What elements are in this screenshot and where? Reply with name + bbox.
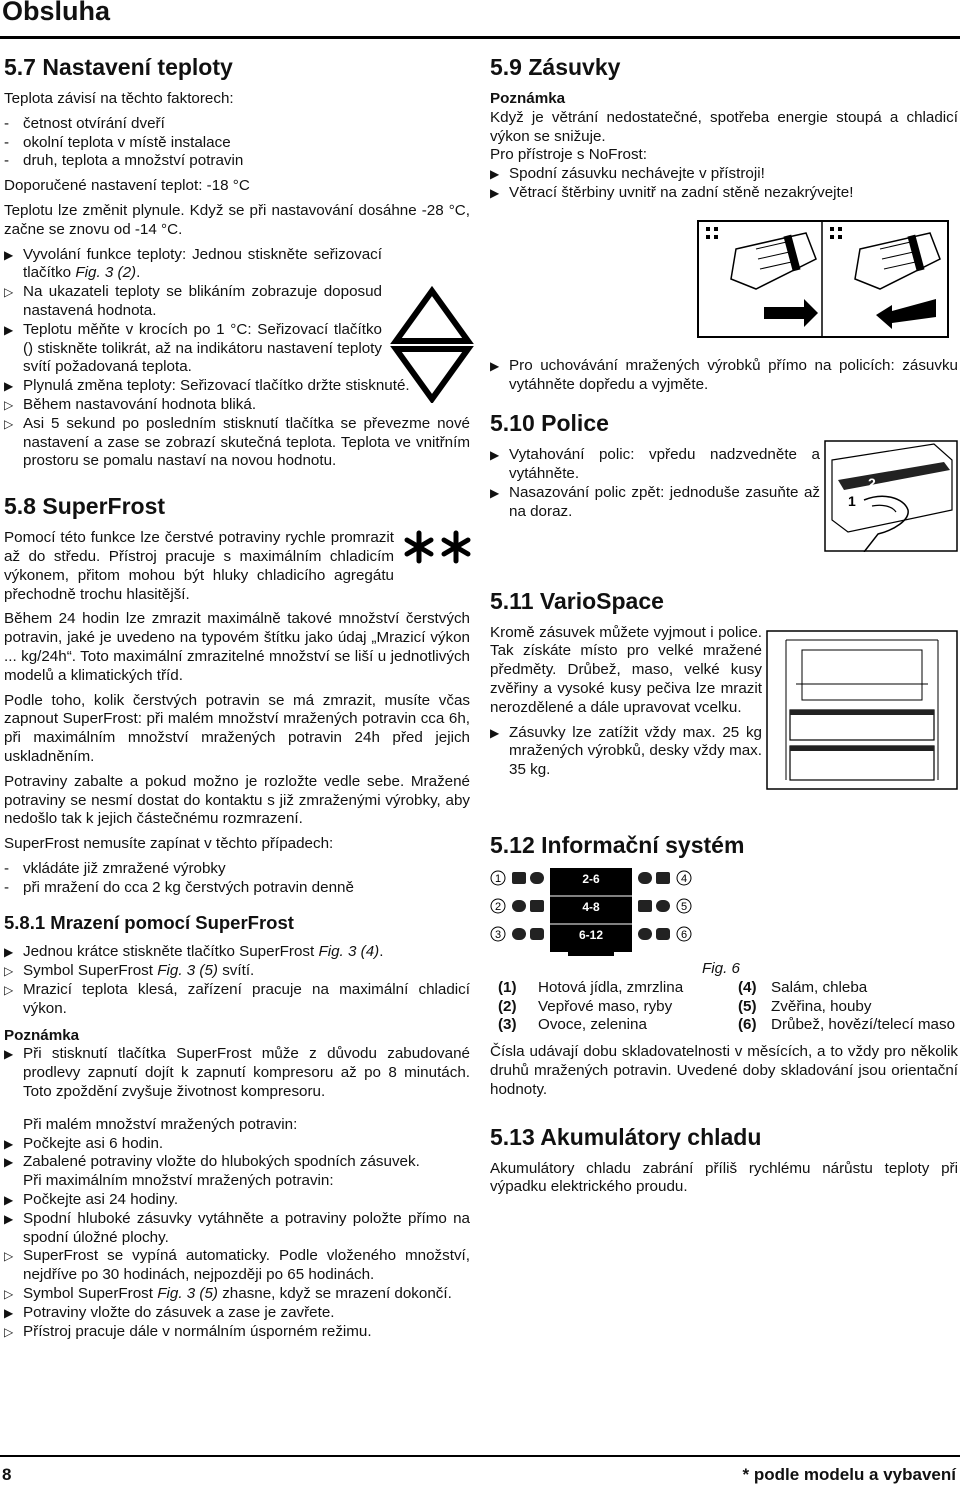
superfrost-intro: Pomocí této funkce lze čerstvé potraviny rychle promrazit až do středu. Přístroj pracuje s maximálním chladicím výkonem, přitom mohou být hluky chladicího agregátu přechodně trochu hlasitější. [4,529,394,603]
food-legend [498,979,958,1035]
step-item: ▶ Spodní hluboké zásuvky vytáhněte a potraviny položte přímo na spodní úložné plochy. [4,1209,470,1246]
step-item: ▶ Teplotu měňte v krocích po 1 °C: Seřizovací tlačítko () stiskněte tolikrát, až na indikátoru nastavení teploty svítí požadovaná teplota. [4,320,382,376]
case-item: - při mražení do cca 2 kg čerstvých potravin denně [4,878,354,896]
result-item: ▷ Asi 5 sekund po posledním stisknutí tlačítka se převezme nové nastavení a zase se zobrazí skutečná teplota. Teplota ve vnitřním prostoru se pomalu nastaví na novou hodnotu. [4,414,470,470]
result-item: ▷ Mrazicí teplota klesá, zařízení pracuje na maximální chladicí výkon. [4,981,470,1017]
note-text: Když je větrání nedostatečné, spotřeba energie stoupá a chladicí výkon se snižuje. [490,108,958,145]
step-item: ▶ Počkejte asi 6 hodin. [4,1134,164,1152]
food-number-1: 1 [494,872,502,885]
step-item: ▶ Větrací štěrbiny uvnitř na zadní stěně nezakrývejte! [490,183,854,201]
legend-text: Ovoce, zelenina [538,1016,647,1034]
result-item: ▷ Na ukazateli teploty se blikáním zobrazuje doposud nastavená hodnota. [4,283,382,319]
legend-number: (5) [738,997,757,1015]
legend-number: (3) [498,1016,517,1034]
drawer-removal-figure [696,219,950,339]
info-system-figure [490,868,700,958]
result-item: ▷ Během nastavování hodnota bliká. [4,395,257,413]
factor-item: - četnost otvírání dveří [4,114,165,132]
section-5-11-heading: 5.11 VarioSpace [490,587,664,614]
shelf-label-1: 1 [848,493,856,510]
legend-number: (4) [738,978,757,996]
note-label: Poznámka [4,1026,80,1044]
food-number-2: 2 [494,900,502,913]
superfrost-p4: Potraviny zabalte a pokud možno je rozložte vedle sebe. Mražené potraviny se nesmí dostat do kontaktu s již zmraženými výrobky, aby nedošlo tak k jejich částečnému rozmrazení. [4,772,470,828]
footnote: * podle modelu a vybavení [742,1465,956,1484]
section-5-8-heading: 5.8 SuperFrost [4,493,166,520]
step-item: ▶ Vytahování polic: vpředu nadzvedněte a vytáhněte. [490,446,820,483]
step-item: ▶ Potraviny vložte do zásuvek a zase je zavřete. [4,1303,335,1321]
section-5-13-heading: 5.13 Akumulátory chladu [490,1123,762,1150]
months-label-1: 2-6 [582,871,600,886]
food-number-6: 6 [680,928,688,941]
left-column [4,52,470,1341]
superfrost-p3: Podle toho, kolik čerstvých potravin se má zmrazit, musíte včas zapnout SuperFrost: při malém množství mražených potravin cca 6h, při maximálním množství mražených potravin 24h před jejich uskladněním. [4,691,470,765]
legend-number: (6) [738,1016,757,1034]
factor-item: - druh, teplota a množství potravin [4,152,244,170]
section-5-8-1-heading: 5.8.1 Mrazení pomocí SuperFrost [4,912,294,934]
section-5-7-heading: 5.7 Nastavení teploty [4,54,233,80]
legend-text: Salám, chleba [771,978,868,996]
factors-intro: Teplota závisí na těchto faktorech: [4,90,234,107]
small-amount-label: Při malém množství mražených potravin: [23,1115,298,1133]
change-text: Teplotu lze změnit plynule. Když se při nastavování dosáhne -28 °C, začne se znovu od -14 °C. [4,201,470,238]
section-5-10-heading: 5.10 Police [490,410,609,437]
legend-text: Vepřové maso, ryby [538,997,673,1015]
case-item: - vkládáte již zmražené výrobky [4,859,226,877]
step-item: ▶ Zásuvky lze zatížit vždy max. 25 kg mražených výrobků, desky vždy max. 35 kg. [490,723,762,779]
result-item: ▷ Symbol SuperFrost Fig. 3 (5) zhasne, když se mrazení dokončí. [4,1285,452,1303]
footer-rule [0,1455,960,1457]
section-5-12-heading: 5.12 Informační systém [490,831,745,858]
legend-text: Hotová jídla, zmrzlina [538,978,684,996]
months-label-3: 6-12 [578,927,604,942]
result-item: ▷ Přístroj pracuje dále v normálním úsporném režimu. [4,1322,372,1340]
result-item: ▷ Symbol SuperFrost Fig. 3 (5) svítí. [4,962,255,980]
step-item: ▶ Pro uchovávání mražených výrobků přímo na policích: zásuvku vytáhněte dopředu a vyjměte. [490,356,958,393]
legend-text: Zvěřina, houby [771,997,872,1015]
page-number: 8 [2,1465,12,1484]
shelf-removal-figure [824,440,958,552]
step-item: ▶ Plynulá změna teploty: Seřizovací tlačítko držte stisknuté. [4,377,410,395]
superfrost-p2: Během 24 hodin lze zmrazit maximálně takové množství čerstvých potravin, jaké je uvedeno na typovém štítku jako údaj „Mrazicí výkon ... kg/24h“. Toto maximální zmrazitelné množství se liší u jednotlivých modelů a klimatických tříd. [4,610,470,684]
legend-number: (1) [498,978,517,996]
factor-item: - okolní teplota v místě instalace [4,133,231,151]
header-title: Obsluha [2,0,111,26]
nofrost-label: Pro přístroje s NoFrost: [490,146,647,164]
result-item: ▷ SuperFrost se vypíná automaticky. Podle vloženého množství, nejdříve po 30 hodinách, nejpozději po 65 hodinách. [4,1247,470,1284]
superfrost-p5: SuperFrost nemusíte zapínat v těchto případech: [4,835,334,853]
legend-text: Drůbež, hovězí/telecí maso [771,1016,956,1034]
step-item: ▶ Zabalené potraviny vložte do hlubokých spodních zásuvek. [4,1153,420,1171]
header-rule [0,36,960,39]
food-number-4: 4 [680,872,688,885]
step-item: ▶ Jednou krátce stiskněte tlačítko SuperFrost Fig. 3 (4). [4,943,384,961]
legend-number: (2) [498,997,517,1015]
superfrost-snowflake-icon [402,529,474,565]
food-number-5: 5 [680,900,688,913]
food-number-3: 3 [494,928,502,941]
note-label: Poznámka [490,90,566,107]
temperature-arrow-buttons-icon [390,283,474,403]
step-item: ▶ Počkejte asi 24 hodiny. [4,1191,179,1209]
step-item: ▶ Nasazování polic zpět: jednoduše zasuňte až na doraz. [490,483,820,520]
max-amount-label: Při maximálním množství mražených potravin: [23,1172,334,1190]
note-item: ▶ Při stisknutí tlačítka SuperFrost může z důvodu zabudované prodlevy zapnutí dojít k zapnutí kompresoru až po 8 minutách. Toto zpoždění zvyšuje životnost kompresoru. [4,1045,470,1101]
info-system-text: Čísla udávají dobu skladovatelnosti v měsících, a to vždy pro několik druhů mražených potravin. Uvedené doby skladování jsou orientační hodnoty. [490,1043,958,1098]
figure-caption: Fig. 6 [702,959,740,977]
section-5-9-heading: 5.9 Zásuvky [490,54,621,80]
right-column [490,52,958,1203]
step-item: ▶ Spodní zásuvku nechávejte v přístroji! [490,165,765,183]
variospace-text: Kromě zásuvek můžete vyjmout i police. Tak získáte místo pro velké mražené předměty. Drůbež, maso, velké kusy zvěřiny a vysoké kusy pečiva lze mrazit nerozdělené a dále upravovat vcelku. [490,623,762,716]
recommended-setting: Doporučené nastavení teplot: -18 °C [4,177,250,195]
months-label-2: 4-8 [582,899,600,914]
step-item: ▶ Vyvolání funkce teploty: Jednou stiskněte seřizovací tlačítko Fig. 3 (2). [4,245,382,282]
shelf-label-2: 2 [868,475,876,492]
cold-accumulator-text: Akumulátory chladu zabrání příliš rychlému nárůstu teploty při výpadku elektrického proudu. [490,1159,958,1196]
variospace-figure [766,630,958,790]
